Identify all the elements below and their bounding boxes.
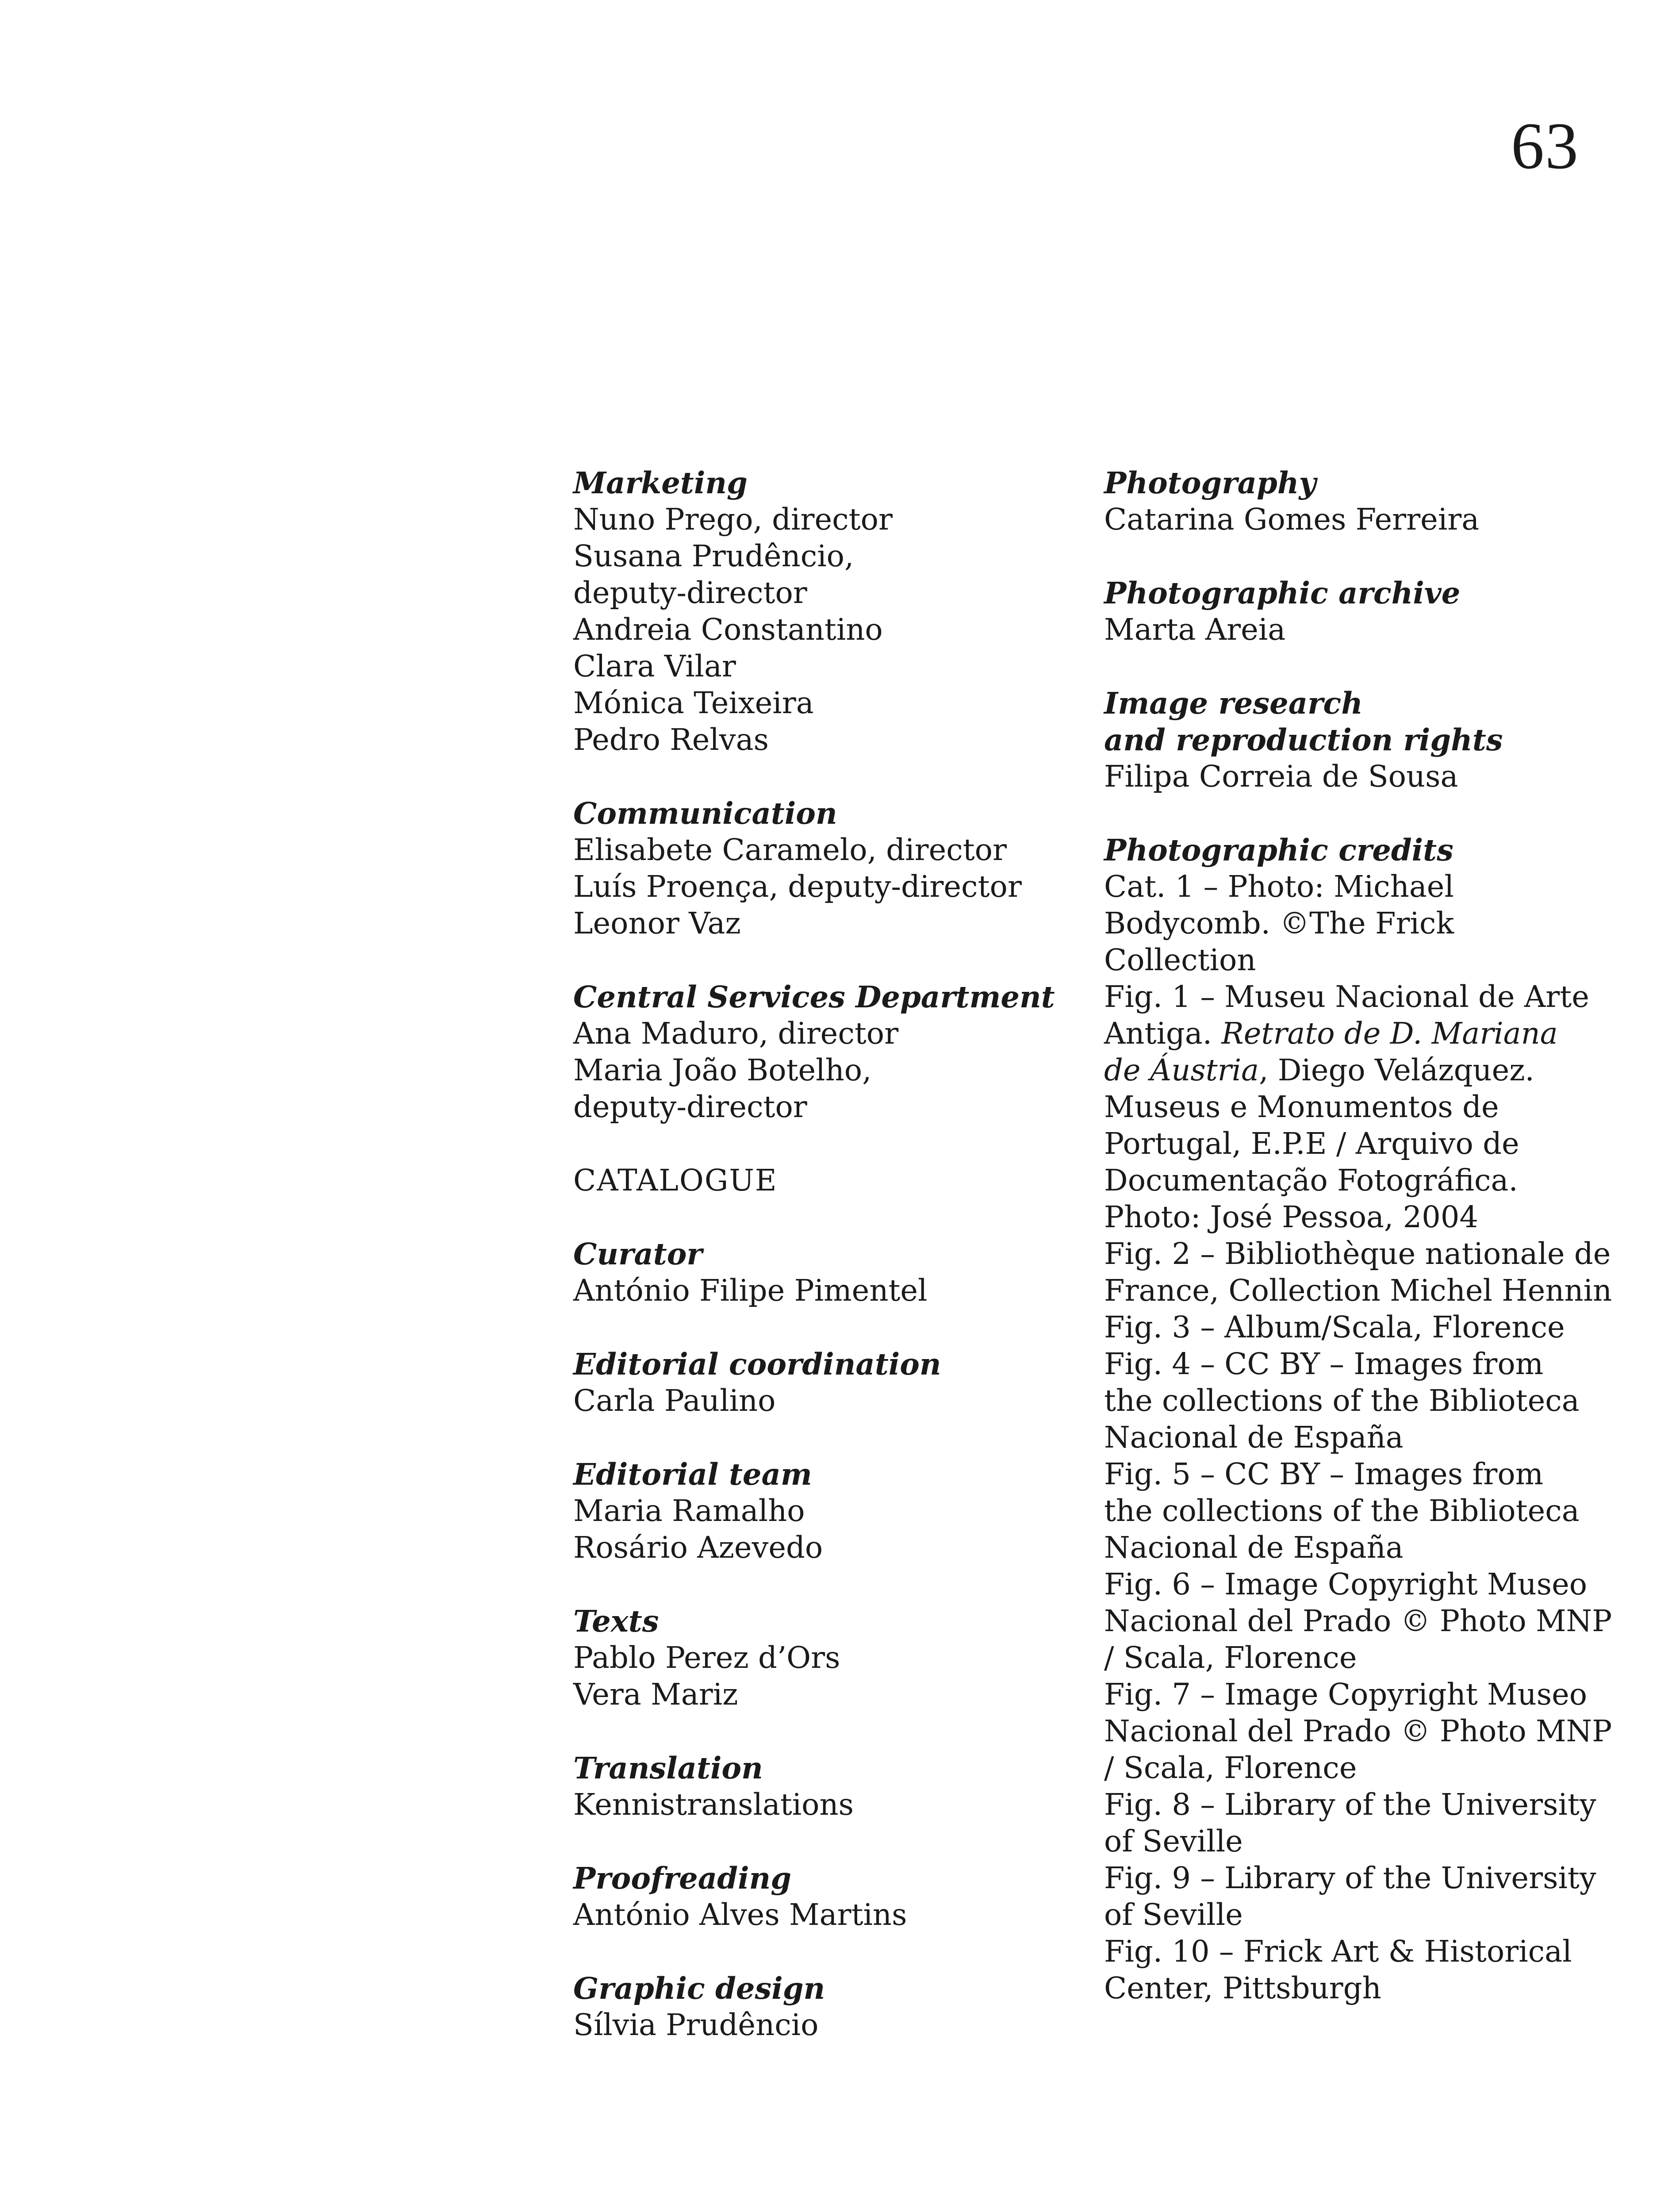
credit-text: Fig. 3 – Album/Scala, Florence [1104, 1310, 1565, 1344]
left-column [573, 465, 1055, 2043]
block-line: deputy-director [573, 576, 807, 610]
block-heading: Curator [573, 1237, 702, 1271]
credit-text: Nacional de España [1104, 1530, 1404, 1565]
credit-line [1104, 1089, 1604, 1125]
credits-list [1104, 868, 1612, 2007]
credit-line [1104, 942, 1604, 979]
credit-block [573, 979, 1055, 1125]
block-line: Sílvia Prudêncio [573, 2008, 819, 2042]
credit-text: Nacional de España [1104, 1420, 1404, 1455]
credit-line [1104, 1015, 1604, 1052]
credit-block [573, 1456, 1042, 1566]
block-line: António Alves Martins [573, 1897, 907, 1932]
block-line: Rosário Azevedo [573, 1530, 823, 1565]
block-line: Elisabete Caramelo, director [573, 833, 1007, 867]
block-line: Nuno Prego, director [573, 502, 893, 537]
credit-text: Cat. 1 – Photo: Michael [1104, 869, 1454, 904]
credit-line [1104, 1272, 1612, 1309]
block-heading: Communication [573, 796, 837, 831]
credit-block [573, 1346, 1042, 1419]
credit-line [1104, 1786, 1604, 1823]
block-line: Carla Paulino [573, 1383, 776, 1418]
credit-text: / Scala, Florence [1104, 1751, 1357, 1785]
credit-line [1104, 1933, 1604, 1970]
block-line: Maria João Botelho, [573, 1053, 872, 1087]
block-heading: Texts [573, 1604, 659, 1639]
credit-text: Fig. 1 – Museu Nacional de Arte [1104, 979, 1589, 1014]
catalogue-section-title: CATALOGUE [573, 1163, 778, 1198]
credit-line [1104, 1199, 1604, 1236]
credit-text: France, Collection Michel Hennin [1104, 1273, 1612, 1308]
block-line: Pedro Relvas [573, 722, 769, 757]
credit-line [1104, 1897, 1604, 1933]
credit-line [1104, 1162, 1604, 1199]
staff-list [573, 465, 1055, 1125]
credit-text: of Seville [1104, 1824, 1243, 1859]
credit-text: Fig. 5 – CC BY – Images from [1104, 1457, 1544, 1491]
credit-text: Fig. 7 – Image Copyright Museo [1104, 1677, 1588, 1712]
credit-text: the collections of the Biblioteca [1104, 1383, 1580, 1418]
credit-italic-text: Retrato de D. Mariana [1221, 1016, 1558, 1051]
credit-block [573, 1236, 1042, 1309]
credit-line [1104, 1309, 1604, 1346]
credit-line [1104, 979, 1604, 1015]
photo-staff-list [1104, 465, 1604, 795]
credit-line [1104, 1566, 1604, 1603]
block-line: Catarina Gomes Ferreira [1104, 502, 1480, 537]
block-line: Luís Proença, deputy-director [573, 869, 1022, 904]
credit-text: Nacional del Prado © Photo MNP [1104, 1714, 1612, 1748]
block-line: Vera Mariz [573, 1677, 738, 1712]
credit-line [1104, 1493, 1604, 1529]
credit-block [573, 465, 1042, 758]
photographic-credits [1104, 832, 1612, 2007]
credit-block [1104, 685, 1604, 795]
block-line: Leonor Vaz [573, 906, 741, 941]
catalogue-list [573, 1236, 1042, 2043]
credit-line [1104, 1456, 1604, 1493]
block-line: Maria Ramalho [573, 1494, 805, 1528]
credits-heading: Photographic credits [1104, 833, 1453, 868]
credit-text: Fig. 4 – CC BY – Images from [1104, 1347, 1544, 1381]
credit-text: Fig. 10 – Frick Art & Historical [1104, 1934, 1572, 1969]
credit-text: Fig. 2 – Bibliothèque nationale de [1104, 1237, 1611, 1271]
credit-text: Collection [1104, 943, 1256, 977]
block-heading: Marketing [573, 465, 748, 500]
block-line: deputy-director [573, 1090, 807, 1124]
right-column [1104, 465, 1612, 2007]
credit-block [573, 1860, 1042, 1933]
credit-line [1104, 1419, 1604, 1456]
block-heading: Graphic design [573, 1971, 825, 2006]
block-heading: Editorial team [573, 1457, 812, 1492]
credit-line [1104, 1346, 1604, 1382]
credit-line [1104, 1750, 1604, 1786]
block-heading: Photographic archive [1104, 576, 1461, 611]
credit-text: Fig. 8 – Library of the University [1104, 1787, 1596, 1822]
credit-text: Documentação Fotográfica. [1104, 1163, 1518, 1198]
block-line: Clara Vilar [573, 649, 736, 684]
page-number: 63 [1511, 109, 1579, 183]
credit-line [1104, 1860, 1604, 1897]
credit-line [1104, 905, 1604, 942]
credit-text: the collections of the Biblioteca [1104, 1494, 1580, 1528]
block-heading: Photography [1104, 465, 1316, 500]
block-line: Kennistranslations [573, 1787, 854, 1822]
credit-text: Antiga. [1104, 1016, 1222, 1051]
block-line: Pablo Perez d’Ors [573, 1640, 840, 1675]
credit-text: / Scala, Florence [1104, 1640, 1357, 1675]
block-heading: Translation [573, 1751, 763, 1786]
credit-line [1104, 868, 1604, 905]
block-line: Susana Prudêncio, [573, 539, 854, 573]
credit-text: Portugal, E.P.E / Arquivo de [1104, 1126, 1519, 1161]
block-line: Mónica Teixeira [573, 686, 814, 720]
block-line: António Filipe Pimentel [573, 1273, 928, 1308]
credit-line [1104, 1236, 1611, 1272]
credit-line [1104, 1640, 1604, 1676]
credit-line [1104, 1382, 1604, 1419]
block-heading: Proofreading [573, 1861, 792, 1896]
block-heading: Editorial coordination [573, 1347, 941, 1382]
credit-block [573, 795, 1042, 942]
credit-text: Photo: José Pessoa, 2004 [1104, 1200, 1479, 1234]
credit-block [573, 1970, 1042, 2043]
credit-block [1104, 575, 1604, 648]
credit-text: Center, Pittsburgh [1104, 1971, 1381, 2005]
credit-text: Fig. 9 – Library of the University [1104, 1861, 1596, 1895]
credit-block [1104, 465, 1604, 538]
credit-line [1104, 1713, 1612, 1750]
credit-text: Museus e Monumentos de [1104, 1090, 1499, 1124]
credit-line [1104, 1603, 1612, 1640]
credit-text: Bodycomb. ©The Frick [1104, 906, 1454, 941]
credit-line [1104, 1052, 1604, 1089]
block-line: Andreia Constantino [573, 612, 883, 647]
block-line: Marta Areia [1104, 612, 1286, 647]
credit-text: Nacional del Prado © Photo MNP [1104, 1604, 1612, 1638]
block-line: Filipa Correia de Sousa [1104, 759, 1458, 794]
block-line: Ana Maduro, director [573, 1016, 899, 1051]
credit-line [1104, 1529, 1604, 1566]
block-heading: Central Services Department [573, 979, 1055, 1014]
credit-line [1104, 1823, 1604, 1860]
credit-line [1104, 1676, 1604, 1713]
block-heading: and reproduction rights [1104, 722, 1503, 757]
credit-text: Fig. 6 – Image Copyright Museo [1104, 1567, 1588, 1601]
credit-italic-text: de Áustria [1104, 1053, 1259, 1087]
credit-line [1104, 1125, 1604, 1162]
block-heading: Image research [1104, 686, 1363, 721]
credit-block [573, 1603, 1042, 1713]
credit-text: of Seville [1104, 1897, 1243, 1932]
credit-block [573, 1750, 1042, 1823]
credit-text: , Diego Velázquez. [1259, 1053, 1534, 1087]
credit-line [1104, 1970, 1604, 2007]
